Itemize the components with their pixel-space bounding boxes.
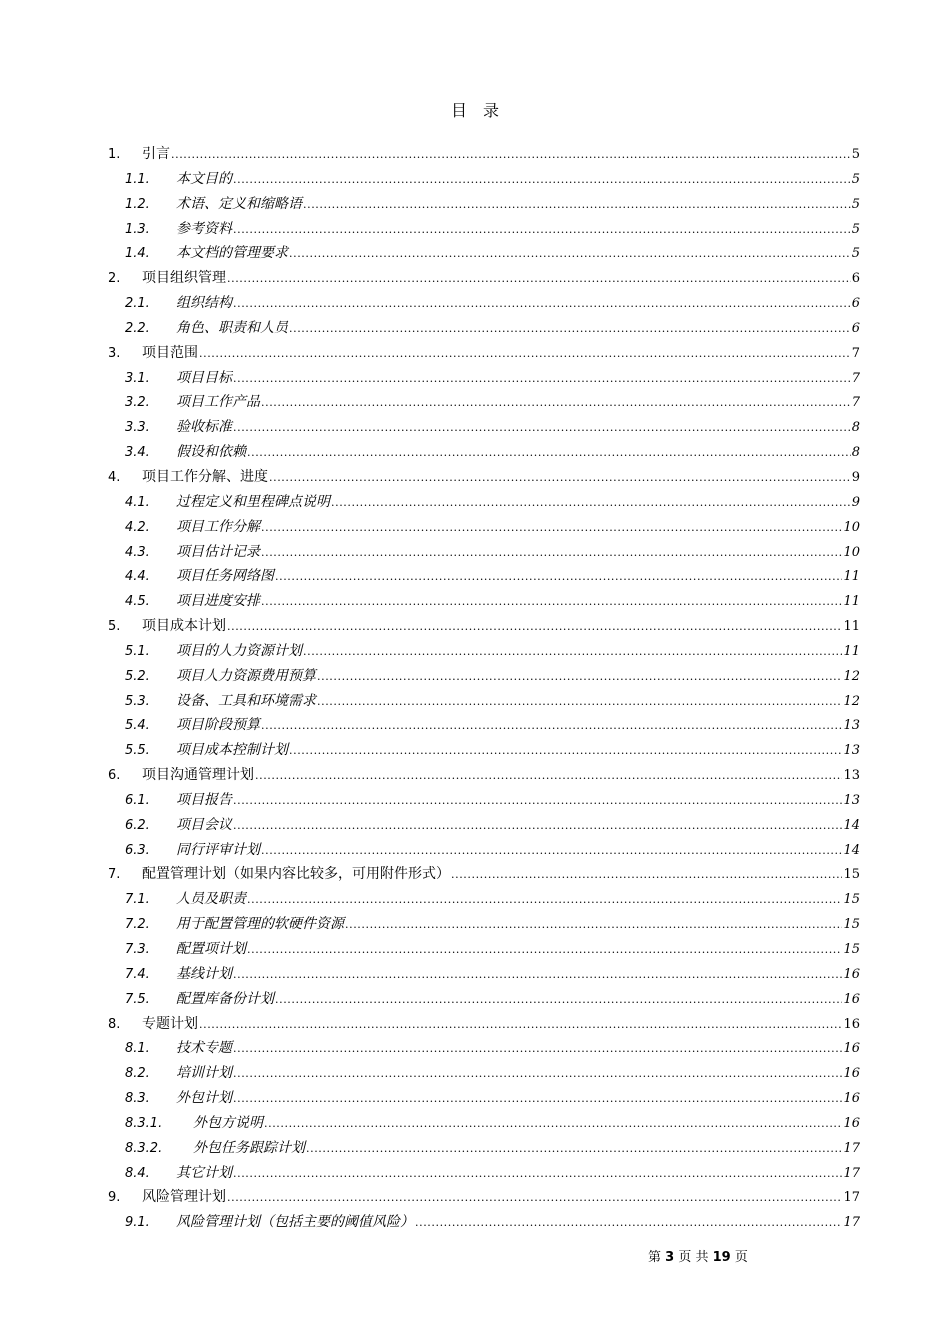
toc-entry-number: 3. <box>108 345 121 361</box>
toc-dot-leader <box>264 1111 842 1136</box>
toc-entry[interactable] <box>108 1185 860 1210</box>
toc-dot-leader <box>289 738 842 763</box>
toc-entry[interactable] <box>108 341 860 366</box>
toc-entry[interactable] <box>108 1012 860 1037</box>
total-page-count: 19 <box>712 1250 731 1265</box>
toc-entry-number: 1. <box>108 147 121 162</box>
toc-dot-leader <box>227 614 842 639</box>
toc-entry-page: 12 <box>843 693 860 709</box>
toc-entry[interactable] <box>108 490 860 515</box>
toc-entry-label: 外包任务跟踪计划 <box>193 1139 305 1156</box>
toc-dot-leader <box>261 589 842 614</box>
toc-entry-label: 项目工作产品 <box>176 394 260 411</box>
toc-entry[interactable] <box>108 142 860 167</box>
toc-entry-page: 7 <box>851 345 860 361</box>
toc-entry-number: 4.3. <box>125 544 150 560</box>
toc-entry-label: 本文目的 <box>176 170 232 187</box>
toc-entry-number: 2.1. <box>125 296 150 312</box>
toc-dot-leader <box>306 1136 842 1161</box>
toc-entry-page: 15 <box>843 942 860 957</box>
toc-entry-label: 组织结构 <box>176 295 232 312</box>
toc-entry-label: 风险管理计划 <box>142 1189 226 1206</box>
toc-entry[interactable] <box>108 639 860 664</box>
toc-entry[interactable] <box>108 1210 860 1235</box>
toc-entry[interactable] <box>108 689 860 714</box>
toc-entry-number: 6. <box>108 768 121 784</box>
toc-entry-label: 项目的人力资源计划 <box>176 642 302 659</box>
toc-entry-page: 13 <box>843 792 860 808</box>
toc-entry[interactable] <box>108 366 860 391</box>
toc-dot-leader <box>227 1185 842 1210</box>
toc-dot-leader <box>317 689 842 714</box>
toc-entry-number: 4.1. <box>125 494 150 510</box>
toc-entry-page: 5 <box>851 196 860 212</box>
toc-entry-page: 16 <box>843 1016 860 1032</box>
toc-entry-page: 11 <box>843 619 860 635</box>
current-page-number: 3 <box>665 1250 675 1265</box>
toc-dot-leader <box>261 838 842 863</box>
toc-entry-page: 5 <box>851 246 860 262</box>
toc-dot-leader <box>269 465 851 490</box>
toc-entry-number: 5.3. <box>125 693 150 709</box>
toc-entry-page: 17 <box>843 1165 860 1181</box>
toc-entry-number: 7.3. <box>125 942 150 957</box>
toc-dot-leader <box>247 440 851 465</box>
toc-dot-leader <box>233 366 851 391</box>
toc-entry-label: 项目阶段预算 <box>176 717 260 734</box>
toc-entry[interactable] <box>108 192 860 217</box>
toc-entry-page: 7 <box>851 395 860 411</box>
toc-entry-page: 5 <box>851 171 860 187</box>
toc-entry-label: 参考资料 <box>176 220 232 237</box>
toc-entry-number: 4.4. <box>125 569 150 585</box>
toc-entry-number: 3.3. <box>125 420 150 436</box>
toc-entry-number: 5.1. <box>125 643 150 659</box>
toc-dot-leader <box>199 1012 842 1037</box>
toc-entry-page: 16 <box>843 1115 860 1131</box>
toc-entry-page: 13 <box>843 718 860 734</box>
toc-entry-page: 15 <box>843 867 860 883</box>
toc-dot-leader <box>415 1210 842 1235</box>
toc-entry-page: 11 <box>843 569 860 585</box>
toc-entry-page: 15 <box>843 892 860 908</box>
toc-entry-number: 8.3.2. <box>125 1140 163 1156</box>
toc-entry-page: 16 <box>843 966 860 982</box>
toc-entry-number: 8.3. <box>125 1091 150 1107</box>
toc-entry-label: 项目范围 <box>142 344 198 361</box>
toc-dot-leader <box>227 266 851 291</box>
footer-middle: 页 共 <box>674 1250 713 1265</box>
toc-entry-page: 13 <box>843 743 860 759</box>
toc-entry-page: 7 <box>851 370 860 386</box>
toc-entry[interactable] <box>108 887 860 912</box>
toc-entry[interactable] <box>108 167 860 192</box>
toc-entry[interactable] <box>108 838 860 863</box>
toc-entry-label: 配置库备份计划 <box>176 990 274 1007</box>
toc-entry-page: 15 <box>843 917 860 933</box>
toc-entry-page: 6 <box>851 271 860 287</box>
toc-entry-number: 6.1. <box>125 792 150 808</box>
toc-entry[interactable] <box>108 564 860 589</box>
toc-dot-leader <box>275 564 842 589</box>
toc-entry-label: 角色、职责和人员 <box>176 319 288 336</box>
toc-entry-number: 7.4. <box>125 966 150 982</box>
toc-dot-leader <box>233 1036 842 1061</box>
toc-entry-label: 风险管理计划（包括主要的阈值风险） <box>176 1214 414 1231</box>
toc-entry-label: 培训计划 <box>176 1065 232 1082</box>
toc-entry-label: 技术专题 <box>176 1040 232 1057</box>
toc-entry-number: 9.1. <box>125 1215 150 1231</box>
toc-entry[interactable] <box>108 415 860 440</box>
toc-entry-label: 配置管理计划（如果内容比较多，可用附件形式） <box>142 866 450 883</box>
toc-entry-label: 用于配置管理的软硬件资源 <box>176 916 344 933</box>
toc-dot-leader <box>233 167 851 192</box>
toc-dot-leader <box>247 887 842 912</box>
toc-entry-label: 其它计划 <box>176 1164 232 1181</box>
toc-entry-number: 6.2. <box>125 817 150 833</box>
toc-entry-number: 8.3.1. <box>125 1115 163 1131</box>
toc-entry-label: 本文档的管理要求 <box>176 245 288 262</box>
toc-entry-page: 13 <box>843 768 860 784</box>
toc-entry[interactable] <box>108 763 860 788</box>
toc-entry-label: 术语、定义和缩略语 <box>176 195 302 212</box>
toc-dot-leader <box>233 291 851 316</box>
toc-entry-label: 基线计划 <box>176 965 232 982</box>
toc-entry-page: 11 <box>843 594 860 610</box>
toc-entry-label: 过程定义和里程碑点说明 <box>176 493 330 510</box>
toc-entry-page: 6 <box>851 320 860 336</box>
toc-dot-leader <box>261 515 842 540</box>
toc-entry-number: 8.1. <box>125 1041 150 1057</box>
toc-dot-leader <box>345 912 842 937</box>
toc-entry-number: 5. <box>108 619 121 635</box>
toc-entry-page: 10 <box>843 519 860 535</box>
toc-dot-leader <box>331 490 851 515</box>
toc-entry-label: 项目进度安排 <box>176 593 260 610</box>
toc-entry[interactable] <box>108 440 860 465</box>
footer-prefix: 第 <box>648 1250 666 1265</box>
toc-entry-page: 16 <box>843 1066 860 1082</box>
toc-entry-label: 引言 <box>142 146 170 162</box>
toc-entry-page: 8 <box>851 445 860 461</box>
toc-entry-label: 配置项计划 <box>176 941 246 957</box>
toc-entry-number: 4. <box>108 469 121 485</box>
toc-entry-number: 5.2. <box>125 668 150 684</box>
toc-entry-number: 5.5. <box>125 743 150 759</box>
toc-entry-label: 项目工作分解、进度 <box>142 468 268 485</box>
toc-dot-leader <box>233 1161 842 1186</box>
toc-entry[interactable] <box>108 1061 860 1086</box>
toc-entry-label: 项目目标 <box>176 369 232 386</box>
toc-entry[interactable] <box>108 962 860 987</box>
toc-entry-label: 项目成本计划 <box>142 618 226 635</box>
toc-dot-leader <box>261 713 842 738</box>
toc-entry-number: 4.2. <box>125 519 150 535</box>
toc-dot-leader <box>317 664 842 689</box>
toc-entry-label: 专题计划 <box>142 1015 198 1032</box>
table-of-contents <box>108 142 860 1235</box>
toc-dot-leader <box>233 788 842 813</box>
toc-dot-leader <box>233 813 842 838</box>
toc-dot-leader <box>171 142 851 167</box>
page-footer <box>648 1246 748 1265</box>
toc-entry-number: 7.2. <box>125 917 150 933</box>
toc-entry-number: 3.2. <box>125 395 150 411</box>
toc-entry-number: 4.5. <box>125 594 150 610</box>
toc-entry-page: 14 <box>843 842 860 858</box>
toc-entry-page: 6 <box>851 296 860 312</box>
toc-entry[interactable] <box>108 540 860 565</box>
toc-entry-page: 12 <box>843 668 860 684</box>
toc-entry[interactable] <box>108 1086 860 1111</box>
toc-entry-number: 8.2. <box>125 1066 150 1082</box>
toc-entry-label: 项目沟通管理计划 <box>142 767 254 784</box>
toc-entry[interactable] <box>108 738 860 763</box>
toc-entry[interactable] <box>108 912 860 937</box>
toc-dot-leader <box>289 316 851 341</box>
toc-entry[interactable] <box>108 515 860 540</box>
toc-entry-number: 8. <box>108 1016 121 1032</box>
toc-entry-label: 外包计划 <box>176 1090 232 1107</box>
toc-dot-leader <box>255 763 842 788</box>
toc-entry-page: 5 <box>851 221 860 237</box>
toc-dot-leader <box>233 217 851 242</box>
toc-entry-number: 1.2. <box>125 196 150 212</box>
toc-entry-label: 项目成本控制计划 <box>176 742 288 759</box>
toc-entry[interactable] <box>108 1136 860 1161</box>
toc-dot-leader <box>261 540 842 565</box>
toc-dot-leader <box>275 987 842 1012</box>
toc-entry[interactable] <box>108 316 860 341</box>
toc-entry[interactable] <box>108 589 860 614</box>
toc-entry[interactable] <box>108 291 860 316</box>
toc-dot-leader <box>289 241 851 266</box>
toc-entry[interactable] <box>108 813 860 838</box>
toc-entry-number: 1.3. <box>125 221 150 237</box>
toc-entry-page: 17 <box>843 1140 860 1156</box>
toc-entry-page: 8 <box>851 420 860 436</box>
toc-entry-number: 6.3. <box>125 842 150 858</box>
toc-entry-number: 7.1. <box>125 892 150 908</box>
toc-entry-number: 8.4. <box>125 1165 150 1181</box>
toc-entry[interactable] <box>108 987 860 1012</box>
toc-dot-leader <box>233 1086 842 1111</box>
toc-entry[interactable] <box>108 664 860 689</box>
toc-entry[interactable] <box>108 937 860 962</box>
toc-entry[interactable] <box>108 862 860 887</box>
toc-entry-label: 项目组织管理 <box>142 270 226 287</box>
toc-entry-label: 项目会议 <box>176 816 232 833</box>
toc-entry-page: 16 <box>843 1041 860 1057</box>
toc-entry-label: 项目任务网络图 <box>176 568 274 585</box>
toc-entry[interactable] <box>108 788 860 813</box>
toc-entry-page: 16 <box>843 1091 860 1107</box>
toc-entry[interactable] <box>108 614 860 639</box>
toc-entry-label: 假设和依赖 <box>176 444 246 461</box>
toc-entry-number: 1.1. <box>125 171 150 187</box>
toc-entry-number: 9. <box>108 1190 121 1206</box>
toc-entry-page: 16 <box>843 991 860 1007</box>
toc-dot-leader <box>261 390 851 415</box>
toc-entry[interactable] <box>108 1036 860 1061</box>
toc-entry-page: 9 <box>851 469 860 485</box>
toc-entry[interactable] <box>108 465 860 490</box>
toc-entry-label: 设备、工具和环境需求 <box>176 692 316 709</box>
toc-entry-label: 外包方说明 <box>193 1114 263 1131</box>
toc-entry-number: 1.4. <box>125 246 150 262</box>
toc-entry-label: 项目工作分解 <box>176 518 260 535</box>
toc-dot-leader <box>233 962 842 987</box>
toc-entry[interactable] <box>108 217 860 242</box>
toc-entry[interactable] <box>108 1161 860 1186</box>
toc-entry[interactable] <box>108 713 860 738</box>
toc-entry-page: 14 <box>843 817 860 833</box>
toc-entry-label: 项目估计记录 <box>176 543 260 560</box>
toc-entry-number: 7.5. <box>125 991 150 1007</box>
toc-entry-page: 10 <box>843 544 860 560</box>
toc-entry-label: 同行评审计划 <box>176 841 260 858</box>
toc-entry-label: 项目报告 <box>176 791 232 808</box>
toc-entry-number: 3.4. <box>125 445 150 461</box>
toc-dot-leader <box>233 1061 842 1086</box>
toc-dot-leader <box>303 192 851 217</box>
toc-entry-number: 7. <box>108 867 121 883</box>
toc-entry-number: 2. <box>108 271 121 287</box>
footer-suffix: 页 <box>730 1250 748 1265</box>
toc-entry-page: 17 <box>843 1190 860 1206</box>
toc-entry-label: 验收标准 <box>176 419 232 436</box>
toc-title: 目 录 <box>450 101 499 120</box>
toc-entry-page: 9 <box>851 494 860 510</box>
toc-entry[interactable] <box>108 1111 860 1136</box>
toc-dot-leader <box>199 341 851 366</box>
toc-entry-label: 人员及职责 <box>176 891 246 908</box>
toc-entry[interactable] <box>108 241 860 266</box>
toc-dot-leader <box>247 937 842 962</box>
toc-entry-page: 11 <box>843 643 860 659</box>
toc-dot-leader <box>303 639 842 664</box>
toc-entry-number: 5.4. <box>125 718 150 734</box>
toc-entry[interactable] <box>108 390 860 415</box>
toc-entry-label: 项目人力资源费用预算 <box>176 667 316 684</box>
toc-entry[interactable] <box>108 266 860 291</box>
toc-entry-page: 17 <box>843 1215 860 1231</box>
toc-entry-number: 2.2. <box>125 320 150 336</box>
toc-entry-page: 5 <box>851 147 860 162</box>
toc-dot-leader <box>451 862 842 887</box>
toc-entry-number: 3.1. <box>125 370 150 386</box>
toc-dot-leader <box>233 415 851 440</box>
